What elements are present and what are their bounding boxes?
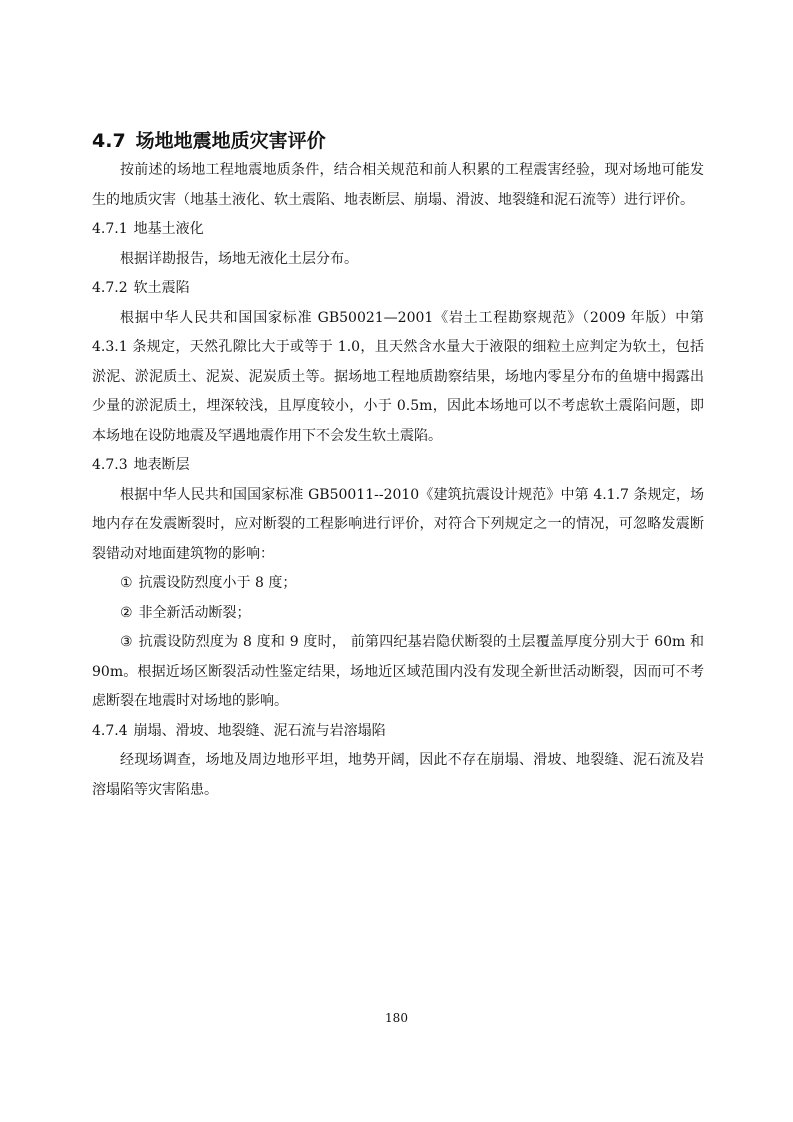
subsection-title: 地基土液化: [133, 221, 204, 237]
subsection-title: 地表断层: [133, 457, 190, 473]
fault-paragraph: 根据中华人民共和国国家标准 GB50011--2010《建筑抗震设计规范》中第 4.1.7 条规定，场地内存在发震断裂时，应对断裂的工程影响进行评价，对符合下列规定之一的情况，可忽略发震断裂错动对地面建筑物的影响：: [92, 486, 704, 562]
subsection-number: 4.7.3: [92, 457, 128, 473]
subsection-heading-fault: [92, 451, 704, 481]
subsection-heading-collapse: [92, 717, 704, 747]
list-marker: ②: [120, 604, 133, 621]
section-intro-paragraph: 按前述的场地工程地震地质条件，结合相关规范和前人积累的工程震害经验，现对场地可能发生的地质灾害（地基土液化、软土震陷、地表断层、崩塌、滑波、地裂缝和泥石流等）进行评价。: [92, 162, 704, 208]
fault-list-item-3: [92, 628, 704, 717]
subsection-title: 软土震陷: [133, 280, 190, 296]
subsection-title: 崩塌、滑坡、地裂缝、泥石流与岩溶塌陷: [133, 722, 386, 739]
subsection-heading-liquefaction: [92, 215, 704, 245]
page-content: [92, 128, 704, 805]
liquefaction-paragraph: 根据详勘报告，场地无液化土层分布。: [120, 250, 358, 267]
subsection-number: 4.7.4: [92, 722, 128, 739]
collapse-paragraph: 经现场调查，场地及周边地形平坦，地势开阔，因此不存在崩塌、滑坡、地裂缝、泥石流及岩溶塌陷等灾害陷患。: [92, 752, 704, 798]
page-number: 180: [385, 1011, 408, 1025]
fault-list-item-1: [92, 569, 704, 599]
section-title: 场地地震地质灾害评价: [135, 130, 326, 152]
subsection-number: 4.7.2: [92, 280, 128, 296]
subsection-heading-soft-soil: [92, 274, 704, 304]
list-marker: ①: [120, 575, 133, 591]
fault-list-item-2: [92, 599, 704, 629]
soft-soil-paragraph: 根据中华人民共和国国家标准 GB50021—2001《岩土工程勘察规范》（2009 年版）中第 4.3.1 条规定，天然孔隙比大于或等于 1.0，且天然含水量大于液限的细粒土应判定为软土，包括淤泥、淤泥质土、泥炭、泥炭质土等。据场地工程地质勘察结果，场地内零星分布的鱼塘中揭露出少量的淤泥质土，埋深较浅，且厚度较小，小于 0.5m，因此本场地可以不考虑软土震陷问题，即本场地在设防地震及罕遇地震作用下不会发生软土震陷。: [92, 309, 704, 444]
list-item-text: 抗震设防烈度小于 8 度；: [138, 575, 297, 591]
section-number: 4.7: [92, 130, 126, 152]
list-marker: ③: [120, 634, 133, 650]
subsection-number: 4.7.1: [92, 221, 128, 237]
list-item-text: 非全新活动断裂；: [138, 604, 251, 621]
section-heading: [92, 128, 704, 156]
list-item-text: 抗震设防烈度为 8 度和 9 度时， 前第四纪基岩隐伏断裂的土层覆盖厚度分别大于 60m 和 90m。根据近场区断裂活动性鉴定结果，场地近区域范围内没有发现全新世活动断裂，因而可不考虑断裂在地震时对场地的影响。: [92, 634, 704, 709]
